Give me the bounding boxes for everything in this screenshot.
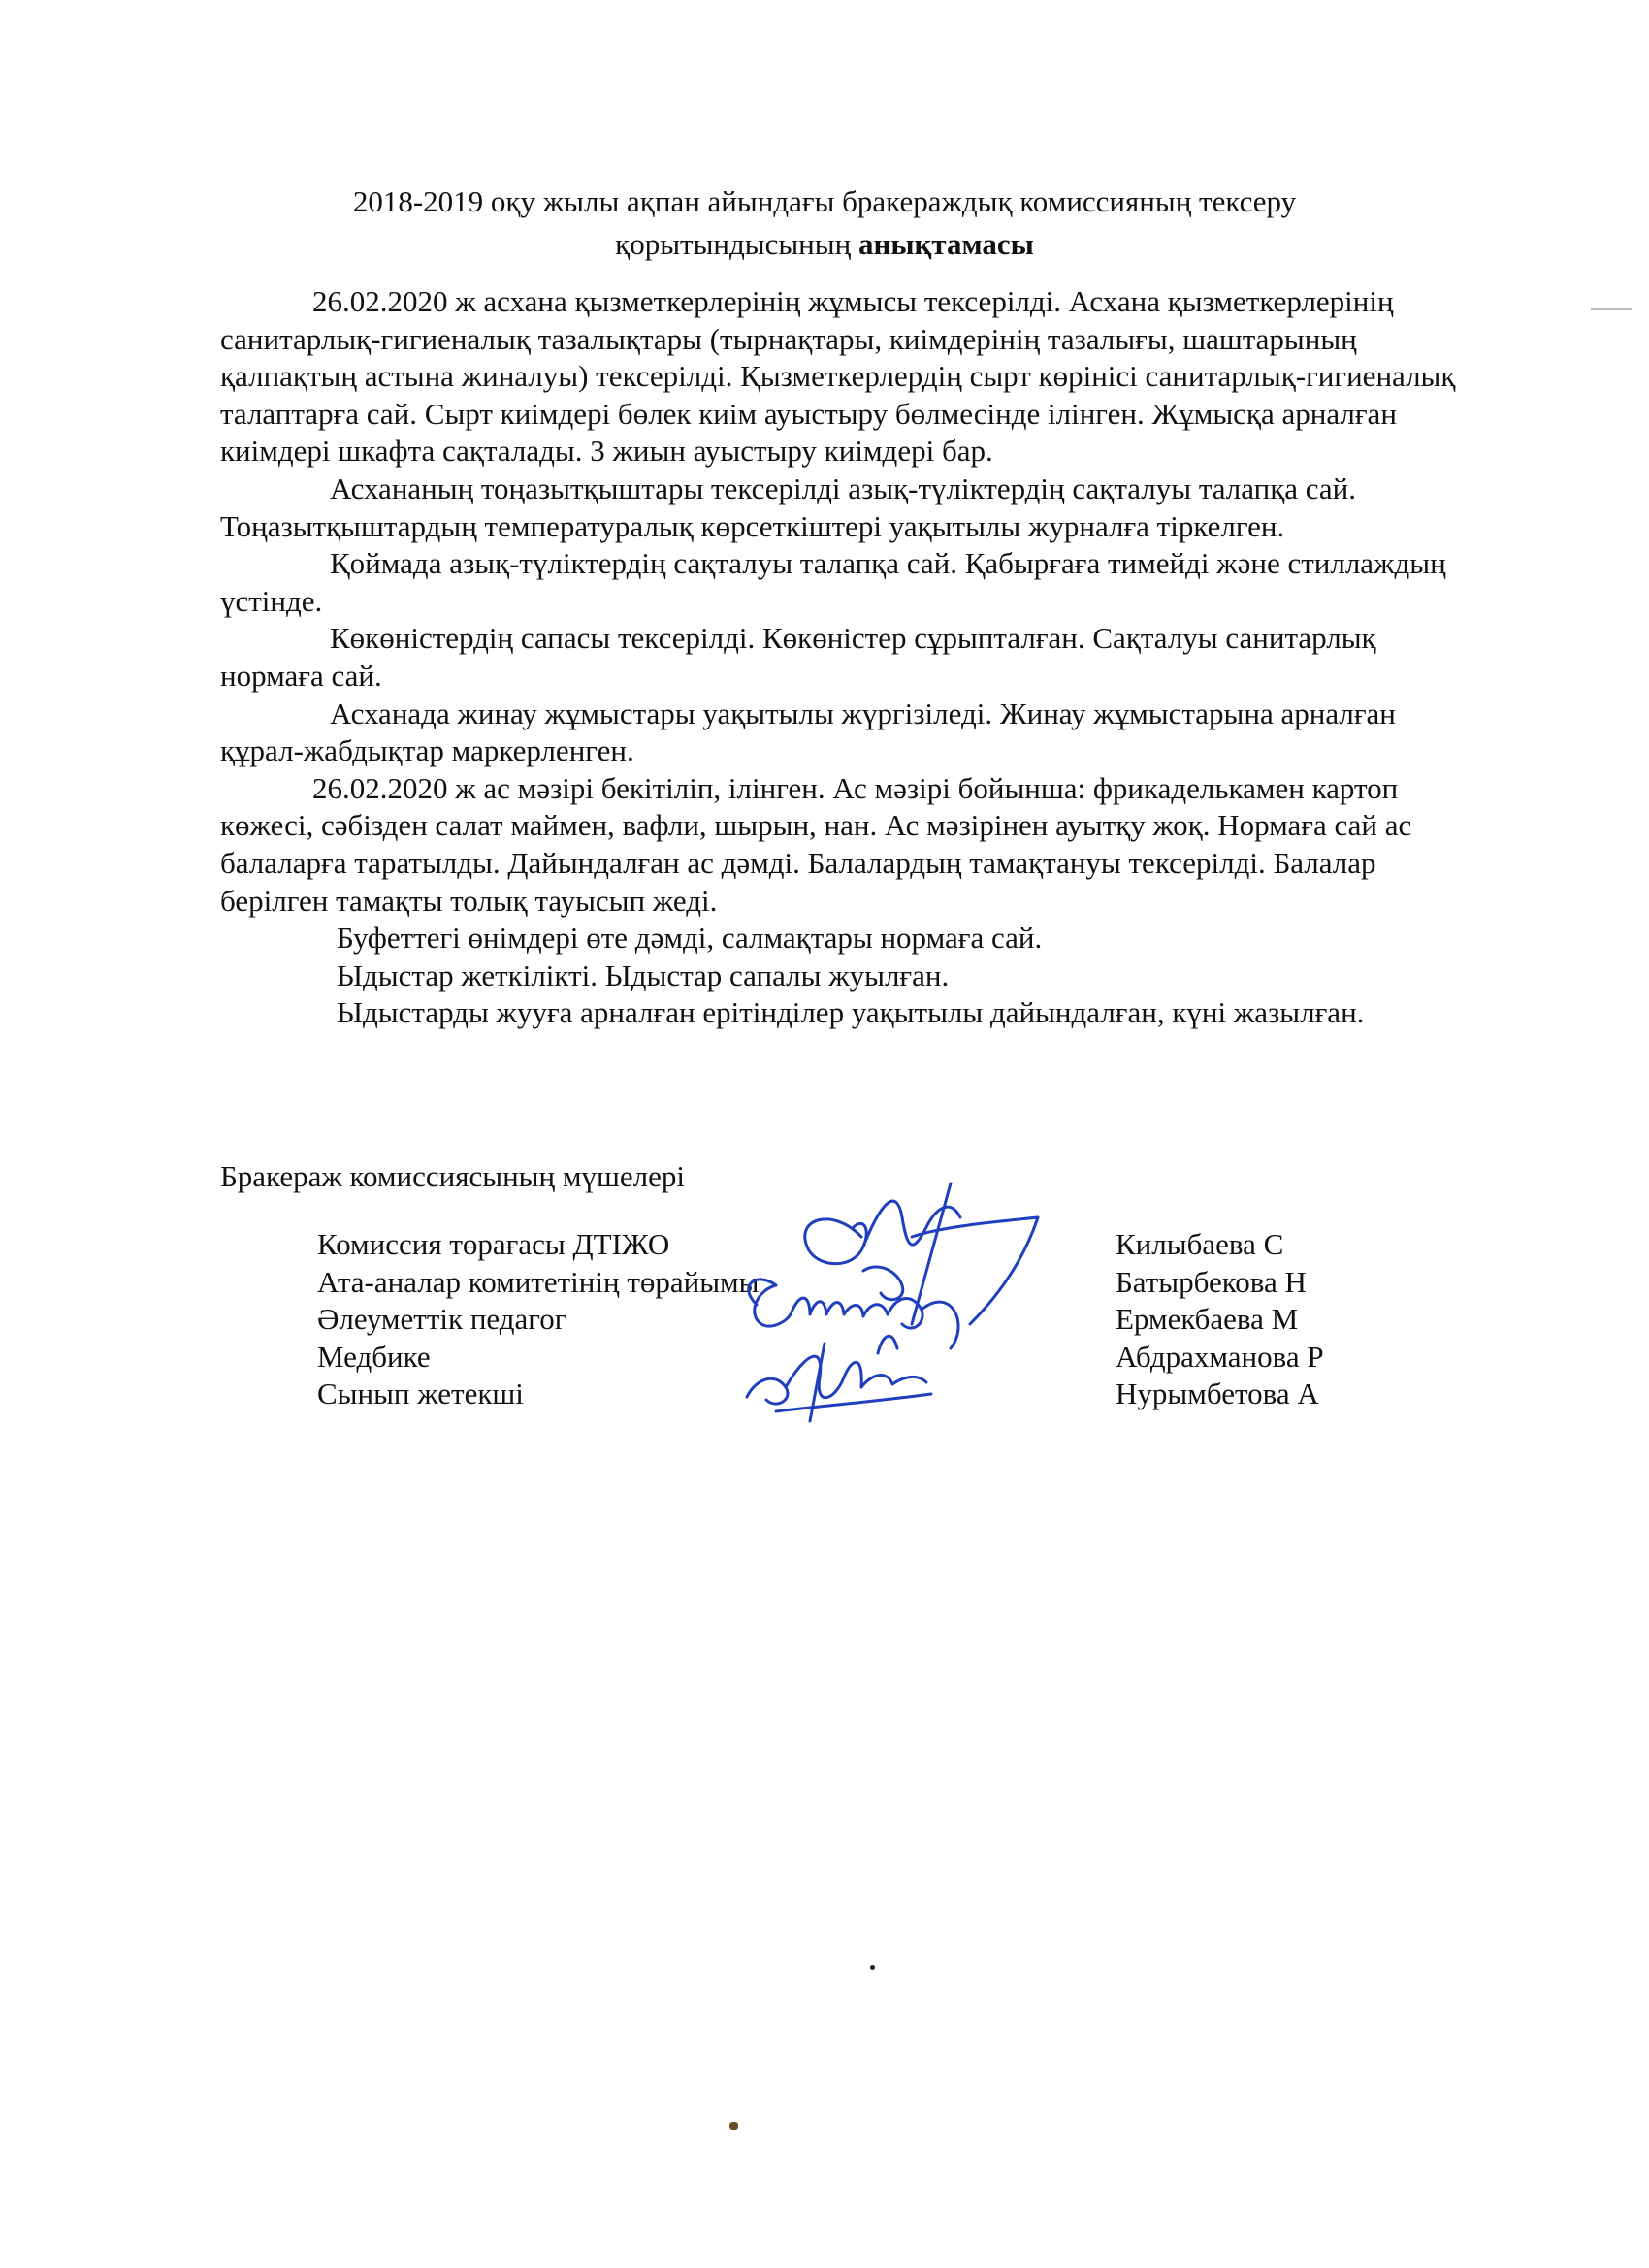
paragraph: Қоймада азық-түліктердің сақталуы талапқа сай. Қабырғаға тимейді және стиллаждың үстінде. <box>220 546 1446 618</box>
document-body <box>220 283 1481 1032</box>
member-roles <box>317 1226 760 1413</box>
paragraph: 26.02.2020 ж асхана қызметкерлерінің жұмысы тексерілді. Асхана қызметкерлерінің санитарлық-гигиеналық тазалықтары (тырнақтары, киімдерінің тазалығы, шаштарының қалпақтың астына жиналуы) тексерілді. Қызметкерлердің сырт көрінісі санитарлық-гигиеналық талаптарға сай. Сырт киімдері бөлек киім ауыстыру бөлмесінде ілінген. Жұмысқа арналған киімдері шкафта сақталады. 3 жиын ауыстыру киімдері бар. <box>220 284 1456 469</box>
scan-speck <box>729 2122 738 2130</box>
title-line-2-prefix: қорытындысының <box>615 227 858 261</box>
paragraph: Ыдыстар жеткілікті. Ыдыстар сапалы жуылған. <box>337 957 950 992</box>
title-line-2 <box>0 223 1649 266</box>
role-item: Әлеуметтік педагог <box>317 1302 567 1337</box>
paragraph: Буфеттегі өнімдері өте дәмді, салмақтары нормаға сай. <box>337 921 1043 956</box>
role-item: Комиссия төрағасы ДТІЖО <box>317 1227 670 1261</box>
role-item: Сынып жетекші <box>317 1377 524 1411</box>
handwritten-signatures <box>718 1179 1067 1441</box>
role-item: Медбике <box>317 1339 431 1374</box>
scan-mark <box>1591 308 1632 310</box>
document-title <box>0 180 1649 266</box>
scan-speck <box>870 1965 875 1970</box>
role-item: Ата-аналар комитетінің төрайымы <box>317 1264 760 1299</box>
paragraph: Асханада жинау жұмыстары уақытылы жүргізіледі. Жинау жұмыстарына арналған құрал-жабдықтар маркерленген. <box>220 696 1396 768</box>
name-item: Нурымбетова А <box>1116 1377 1319 1411</box>
name-item: Абдрахманова Р <box>1116 1339 1324 1374</box>
paragraph: Ыдыстарды жууға арналған ерітінділер уақытылы дайындалған, күні жазылған. <box>337 995 1365 1030</box>
paragraph: 26.02.2020 ж ас мәзірі бекітіліп, ілінген. Ас мәзірі бойынша: фрикаделькамен картоп көжесі, сәбізден салат маймен, вафли, шырын, нан. Ас мәзірінен ауытқу жоқ. Нормаға сай ас балаларға таратылды. Дайындалған ас дәмді. Балалардың тамақтануы тексерілді. Балалар берілген тамақты толық тауысып жеді. <box>220 770 1412 918</box>
name-item: Ермекбаева М <box>1116 1302 1299 1337</box>
title-line-1: 2018-2019 оқу жылы ақпан айындағы бракераждық комиссияның тексеру <box>352 184 1297 218</box>
paragraph: Асхананың тоңазытқыштары тексерілді азық-түліктердің сақталуы талапқа сай. Тоңазытқыштардың температуралық көрсеткіштері уақытылы журналға тіркелген. <box>220 470 1357 543</box>
name-item: Килыбаева С <box>1116 1227 1284 1261</box>
name-item: Батырбекова Н <box>1116 1264 1307 1299</box>
member-names <box>1116 1226 1324 1413</box>
title-line-2-bold: анықтамасы <box>857 227 1034 261</box>
members-title: Бракераж комиссиясының мүшелері <box>220 1159 685 1193</box>
paragraph: Көкөністердің сапасы тексерілді. Көкөністер сұрыпталған. Сақталуы санитарлық нормаға сай. <box>220 621 1376 693</box>
